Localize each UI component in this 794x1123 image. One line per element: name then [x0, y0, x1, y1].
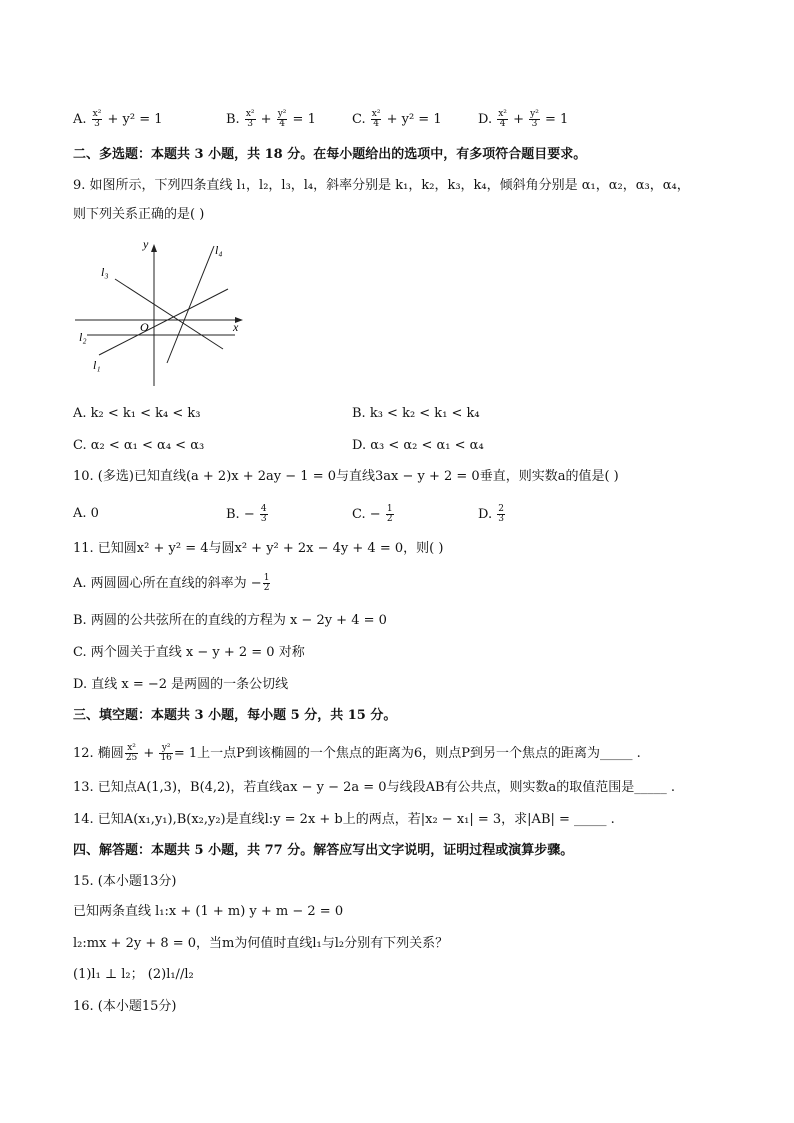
- option-sign: −: [369, 507, 381, 522]
- x-axis-label: x: [233, 320, 239, 334]
- option-equation: + y² = 1: [107, 112, 163, 127]
- fraction-numerator: x²: [92, 109, 102, 119]
- q10-stem: 10. (多选)已知直线(a + 2)x + 2ay − 1 = 0与直线3ax − y + 2 = 0垂直，则实数a的值是( ): [73, 469, 619, 484]
- option-value: 0: [90, 506, 99, 521]
- q11-option-b: B. 两圆的公共弦所在的直线的方程为 x − 2y + 4 = 0: [73, 613, 387, 628]
- q15-line2: l₂:mx + 2y + 8 = 0，当m为何值时直线l₁与l₂分别有下列关系？: [73, 936, 449, 951]
- fraction-numerator: x²: [125, 744, 138, 754]
- q15-line3: (1)l₁ ⊥ l₂； (2)l₁//l₂: [73, 967, 194, 982]
- fraction-denominator: 3: [94, 119, 100, 129]
- fraction-denominator: 4: [499, 119, 506, 129]
- q10-option-c: [352, 505, 395, 524]
- q8-option-d: D. $\frac{\text{x²}}{4}$ + $\frac{\text{y²}}{3}$ = 1: [478, 109, 569, 129]
- fraction: [277, 110, 288, 129]
- fraction-numerator: 4: [260, 504, 267, 514]
- q8-option-c: [352, 110, 442, 129]
- fraction-denominator: 4: [373, 119, 379, 129]
- fraction: [245, 110, 256, 129]
- option-letter: A.: [73, 112, 87, 127]
- q11-option-a: [73, 574, 271, 593]
- fraction-denominator: 16: [160, 753, 172, 763]
- section-heading-fill-in: 三、填空题：本题共 3 小题，每小题 5 分，共 15 分。: [73, 708, 397, 723]
- q9-option-d: D. α₃ < α₂ < α₁ < α₄: [352, 438, 484, 453]
- q8-option-b: B. $\frac{\text{x²}}{3}$ + $\frac{\text{y²}}{4}$ = 1: [226, 109, 316, 129]
- fraction-numerator: x²: [245, 109, 255, 119]
- q8-option-a: [73, 110, 163, 129]
- q11-option-d: D. 直线 x = −2 是两圆的一条公切线: [73, 677, 289, 692]
- q9-stem-line2: 则下列关系正确的是( ): [73, 207, 205, 222]
- q12-prefix: 12. 椭圆: [73, 746, 124, 761]
- q15-line1: 已知两条直线 l₁:x + (1 + m) y + m − 2 = 0: [73, 904, 344, 919]
- section-heading-multiple-choice: 二、多选题：本题共 3 小题，共 18 分。在每小题给出的选项中，有多项符合题目要求。: [73, 147, 587, 162]
- q13-stem: 13. 已知点A(1,3)，B(4,2)，若直线ax − y − 2a = 0与线段AB有公共点，则实数a的取值范围是_____ .: [73, 780, 676, 795]
- origin-label: O: [140, 320, 149, 334]
- fraction-numerator: x²: [498, 109, 507, 119]
- q12-stem: 12. 椭圆 $\frac{\text{x²}}{25}$ + $\frac{\text{y²}}{16}$ = 1上一点P到该椭圆的一个焦点的距离为6，则点P到另一个焦点的距离为_____ .: [73, 743, 641, 763]
- fraction-denominator: 3: [247, 119, 254, 129]
- option-letter: D.: [478, 507, 493, 522]
- fraction: [260, 505, 268, 524]
- y-axis-label: y: [143, 237, 149, 251]
- line-l1: [99, 289, 228, 355]
- option-letter: B.: [226, 112, 240, 127]
- option-letter: B.: [226, 507, 240, 522]
- q11-option-c: C. 两个圆关于直线 x − y + 2 = 0 对称: [73, 645, 305, 660]
- fraction-denominator: 2: [263, 583, 270, 593]
- q9-option-c: C. α₂ < α₁ < α₄ < α₃: [73, 438, 205, 453]
- fraction-denominator: 3: [498, 514, 504, 524]
- option-letter: C.: [352, 507, 366, 522]
- fraction: [529, 110, 540, 129]
- q9-stem-line1: 9. 如图所示，下列四条直线 l₁，l₂，l₃，l₄，斜率分别是 k₁，k₂，k₃，k₄，倾斜角分别是 α₁，α₂，α₃，α₄，: [73, 178, 690, 193]
- line-l4-label: l₄: [215, 243, 223, 257]
- fraction-denominator: 4: [279, 119, 285, 129]
- fraction-denominator: 3: [531, 119, 538, 129]
- option-equation: = 1: [544, 112, 569, 127]
- option-letter: A.: [73, 506, 87, 521]
- fraction-numerator: x²: [371, 109, 381, 119]
- fraction-numerator: y²: [277, 109, 287, 119]
- line-l1-label: l₁: [93, 358, 101, 372]
- fraction: [371, 110, 382, 129]
- option-equation: + y² = 1: [386, 112, 442, 127]
- fraction: [497, 110, 508, 129]
- y-axis-arrow: [151, 244, 157, 252]
- line-l4: [167, 246, 214, 363]
- option-letter: D.: [478, 112, 493, 127]
- q9-line-figure: [75, 234, 250, 394]
- q9-option-a: A. k₂ < k₁ < k₄ < k₃: [73, 406, 201, 421]
- fraction: [92, 110, 103, 129]
- q9-option-b: B. k₃ < k₂ < k₁ < k₄: [352, 406, 480, 421]
- fraction-denominator: 2: [386, 514, 393, 524]
- q10-option-b: [226, 505, 269, 524]
- line-l2-label: l₂: [79, 330, 87, 344]
- fraction: [497, 505, 505, 524]
- q14-stem: 14. 已知A(x₁,y₁),B(x₂,y₂)是直线l:y = 2x + b上的两点，若|x₂ − x₁| = 3，求|AB| = _____ .: [73, 812, 615, 827]
- section-heading-solutions: 四、解答题：本题共 5 小题，共 77 分。解答应写出文字说明，证明过程或演算步骤。: [73, 843, 574, 858]
- fraction-denominator: 3: [260, 514, 267, 524]
- q10-option-d: [478, 505, 506, 524]
- fraction: [159, 744, 172, 763]
- fraction: [386, 505, 394, 524]
- q11-stem: 11. 已知圆x² + y² = 4与圆x² + y² + 2x − 4y + 4 = 0，则( ): [73, 541, 444, 556]
- fraction-numerator: 2: [498, 504, 504, 514]
- option-text: A. 两圆圆心所在直线的斜率为 −: [73, 576, 262, 591]
- line-l3-label: l₃: [101, 265, 109, 279]
- fraction: [263, 574, 271, 593]
- fraction-denominator: 25: [125, 753, 138, 763]
- option-equation: = 1: [292, 112, 316, 127]
- q16-header: 16. (本小题15分): [73, 999, 177, 1014]
- fraction-numerator: 1: [263, 573, 270, 583]
- fraction-numerator: y²: [530, 109, 539, 119]
- fraction: [125, 744, 138, 763]
- option-sign: −: [243, 507, 255, 522]
- q15-header: 15. (本小题13分): [73, 874, 177, 889]
- option-letter: C.: [352, 112, 366, 127]
- fraction-numerator: 1: [386, 504, 393, 514]
- fraction-numerator: y²: [159, 744, 172, 754]
- q12-suffix: = 1上一点P到该椭圆的一个焦点的距离为6，则点P到另一个焦点的距离为_____ .: [173, 746, 641, 761]
- q10-option-a: [73, 505, 99, 523]
